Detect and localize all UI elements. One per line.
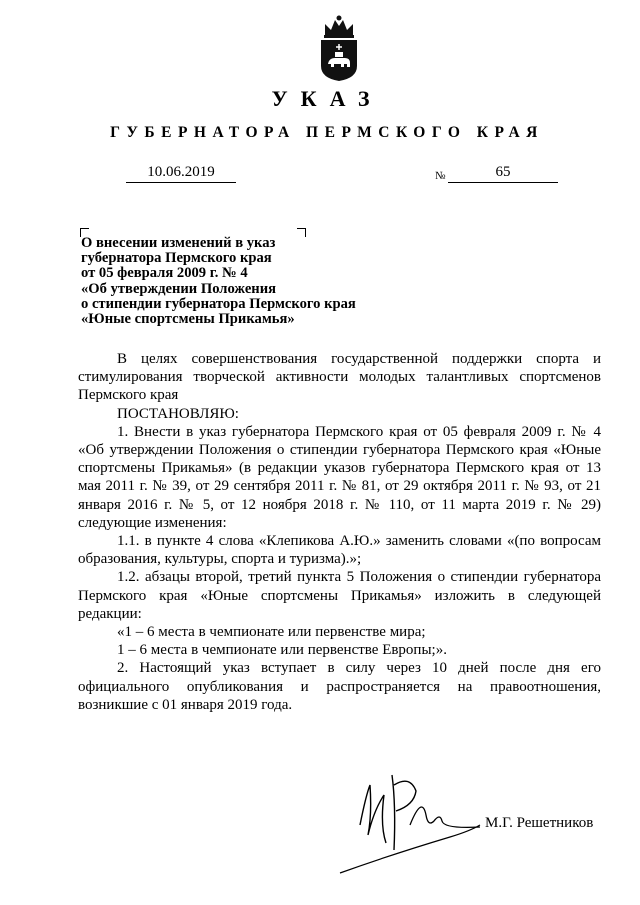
heading-line: от 05 февраля 2009 г. № 4 [81, 265, 248, 282]
quote-line-1: «1 – 6 места в чемпионате или первенстве мира; [117, 624, 426, 641]
signer-name: М.Г. Решетников [485, 815, 594, 831]
quote-line-2: 1 – 6 места в чемпионате или первенстве Европы;». [117, 642, 447, 659]
item-1-1: 1.1. в пункте 4 слова «Клепикова А.Ю.» заменить словами «(по вопросам образования, культуры, спорта и туризма).»; [78, 533, 601, 568]
document-number: 65 [448, 163, 558, 183]
number-label: № [435, 170, 446, 182]
document-body [78, 350, 601, 714]
heading-line: «Об утверждении Положения [81, 280, 277, 297]
item-1: 1. Внести в указ губернатора Пермского края от 05 февраля 2009 г. № 4 «Об утверждении Положения о стипендии губернатора Пермского края «Юные спортсмены Прикамья» (в редакции указов губернатора Пермского края от 13 мая 2011 г. № 39, от 29 сентября 2011 г. № 81, от 29 октября 2011 г. № 93, от 21 января 2016 г. № 5, от 12 ноября 2018 г. № 110, от 11 марта 2019 г. № 29) следующие изменения: [78, 423, 601, 531]
heading-line: губернатора Пермского края [81, 250, 272, 267]
document-issuer: ГУБЕРНАТОРА ПЕРМСКОГО КРАЯ [110, 124, 544, 141]
intro-paragraph: В целях совершенствования государственной поддержки спорта и стимулирования творческой активности молодых талантливых спортсменов Пермского края [78, 351, 601, 404]
document-title: УКАЗ [271, 86, 383, 111]
heading-line: о стипендии губернатора Пермского края [81, 295, 356, 312]
handwritten-signature-icon [330, 755, 490, 885]
decree-word: ПОСТАНОВЛЯЮ: [117, 405, 239, 422]
heading-line: О внесении изменений в указ [81, 235, 276, 251]
document-date: 10.06.2019 [126, 163, 236, 183]
item-2: 2. Настоящий указ вступает в силу через 10 дней после дня его официального опубликования и распространяется на правоотношения, возникшие с 01 января 2019 года. [78, 660, 601, 713]
item-1-2: 1.2. абзацы второй, третий пункта 5 Положения о стипендии губернатора Пермского края «Юные спортсмены Прикамья» изложить в следующей редакции: [78, 569, 601, 622]
coat-of-arms-icon [317, 14, 361, 82]
heading-line: «Юные спортсмены Прикамья» [81, 311, 295, 328]
document-heading [81, 236, 411, 327]
